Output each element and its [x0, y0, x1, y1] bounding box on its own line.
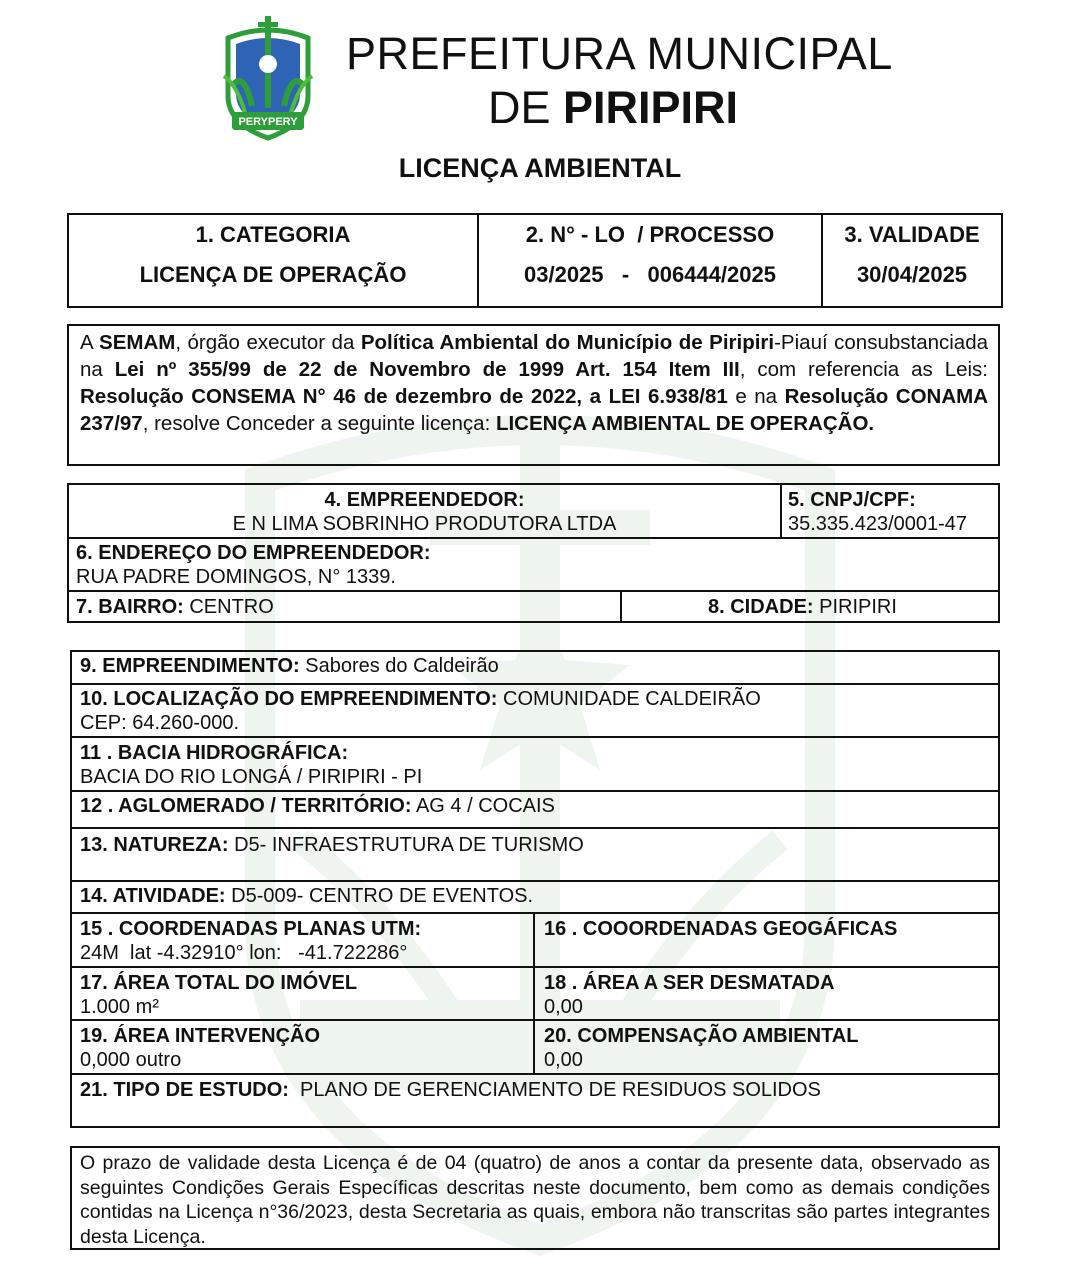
cidade-field: 8. CIDADE: PIRIPIRI [708, 596, 897, 618]
f20-compensacao-value: 0,00 [544, 1049, 583, 1071]
categoria-value: LICENÇA DE OPERAÇÃO [139, 262, 407, 287]
f18-desmatada-value: 0,00 [544, 996, 583, 1018]
f11-bacia-label: 11 . BACIA HIDROGRÁFICA: [80, 742, 349, 764]
f21-tipo-estudo: 21. TIPO DE ESTUDO: PLANO DE GERENCIAMENTO DE RESIDUOS SOLIDOS [80, 1079, 821, 1101]
validade-value: 30/04/2025 [856, 262, 968, 287]
f10-localizacao: 10. LOCALIZAÇÃO DO EMPREENDIMENTO: COMUNIDADE CALDEIRÃO [80, 688, 761, 710]
categoria-label: 1. CATEGORIA [195, 222, 351, 247]
cnpj-value: 35.335.423/0001-47 [788, 513, 968, 535]
document-title: LICENÇA AMBIENTAL [398, 153, 682, 183]
f11-bacia-value: BACIA DO RIO LONGÁ / PIRIPIRI - PI [80, 766, 423, 788]
f16-geograficas-label: 16 . COOORDENADAS GEOGÁFICAS [544, 918, 898, 940]
lo-processo-label: 2. N° - LO / PROCESSO [525, 222, 775, 247]
header-title-line2 [488, 82, 738, 134]
empreendedor-label: 4. EMPREENDEDOR: [324, 489, 525, 511]
intro-paragraph: A SEMAM, órgão executor da Política Ambiental do Município de Piripiri-Piauí consubstanciada na Lei nº 355/99 de 22 de Novembro de 1999 Art. 154 Item III, com referencia as Leis: Resolução CONSEMA N° 46 de dezembro de 2022, a LEI 6.938/81 e na Resolução CONAMA 237/97, resolve Conceder a seguinte licença: LICENÇA AMBIENTAL DE OPERAÇÃO. [80, 331, 989, 435]
title-city: PIRIPIRI [563, 82, 739, 133]
f19-intervencao-value: 0,000 outro [80, 1049, 182, 1071]
f19-intervencao-label: 19. ÁREA INTERVENÇÃO [80, 1025, 321, 1047]
f12-aglomerado: 12 . AGLOMERADO / TERRITÓRIO: AG 4 / COCAIS [80, 795, 555, 817]
f15-utm-value: 24M lat -4.32910° lon: -41.722286° [80, 942, 408, 964]
title-prefix: DE [488, 82, 564, 133]
validade-label: 3. VALIDADE [844, 222, 980, 247]
f10-cep: CEP: 64.260-000. [80, 712, 239, 734]
f17-area-total-value: 1.000 m² [80, 996, 159, 1018]
f9-empreendimento: 9. EMPREENDIMENTO: Sabores do Caldeirão [80, 655, 499, 677]
logo-text: PERYPERY [238, 116, 298, 128]
f18-desmatada-label: 18 . ÁREA A SER DESMATADA [544, 972, 835, 994]
f14-atividade: 14. ATIVIDADE: D5-009- CENTRO DE EVENTOS. [80, 885, 534, 907]
endereco-value: RUA PADRE DOMINGOS, N° 1339. [76, 566, 396, 588]
lo-processo-value: 03/2025 - 006444/2025 [524, 262, 776, 287]
endereco-label: 6. ENDEREÇO DO EMPREENDEDOR: [76, 542, 431, 564]
municipal-coat-of-arms-logo [218, 16, 318, 142]
empreendedor-value: E N LIMA SOBRINHO PRODUTORA LTDA [232, 513, 617, 535]
header-title-line1: PREFEITURA MUNICIPAL [346, 28, 893, 79]
validity-paragraph: O prazo de validade desta Licença é de 04 (quatro) de anos a contar da presente data, observado as seguintes Condições Gerais Específicas descritas neste documento, bem como as demais condições contidas na Licença n°36/2023, desta Secretaria as quais, embora não transcritas são partes integrantes desta Licença. [80, 1152, 990, 1248]
bairro-field: 7. BAIRRO: CENTRO [76, 596, 274, 618]
f17-area-total-label: 17. ÁREA TOTAL DO IMÓVEL [80, 972, 358, 994]
cnpj-label: 5. CNPJ/CPF: [788, 489, 916, 511]
f13-natureza: 13. NATUREZA: D5- INFRAESTRUTURA DE TURISMO [80, 834, 584, 856]
f15-utm-label: 15 . COORDENADAS PLANAS UTM: [80, 918, 422, 940]
f20-compensacao-label: 20. COMPENSAÇÃO AMBIENTAL [544, 1025, 859, 1047]
